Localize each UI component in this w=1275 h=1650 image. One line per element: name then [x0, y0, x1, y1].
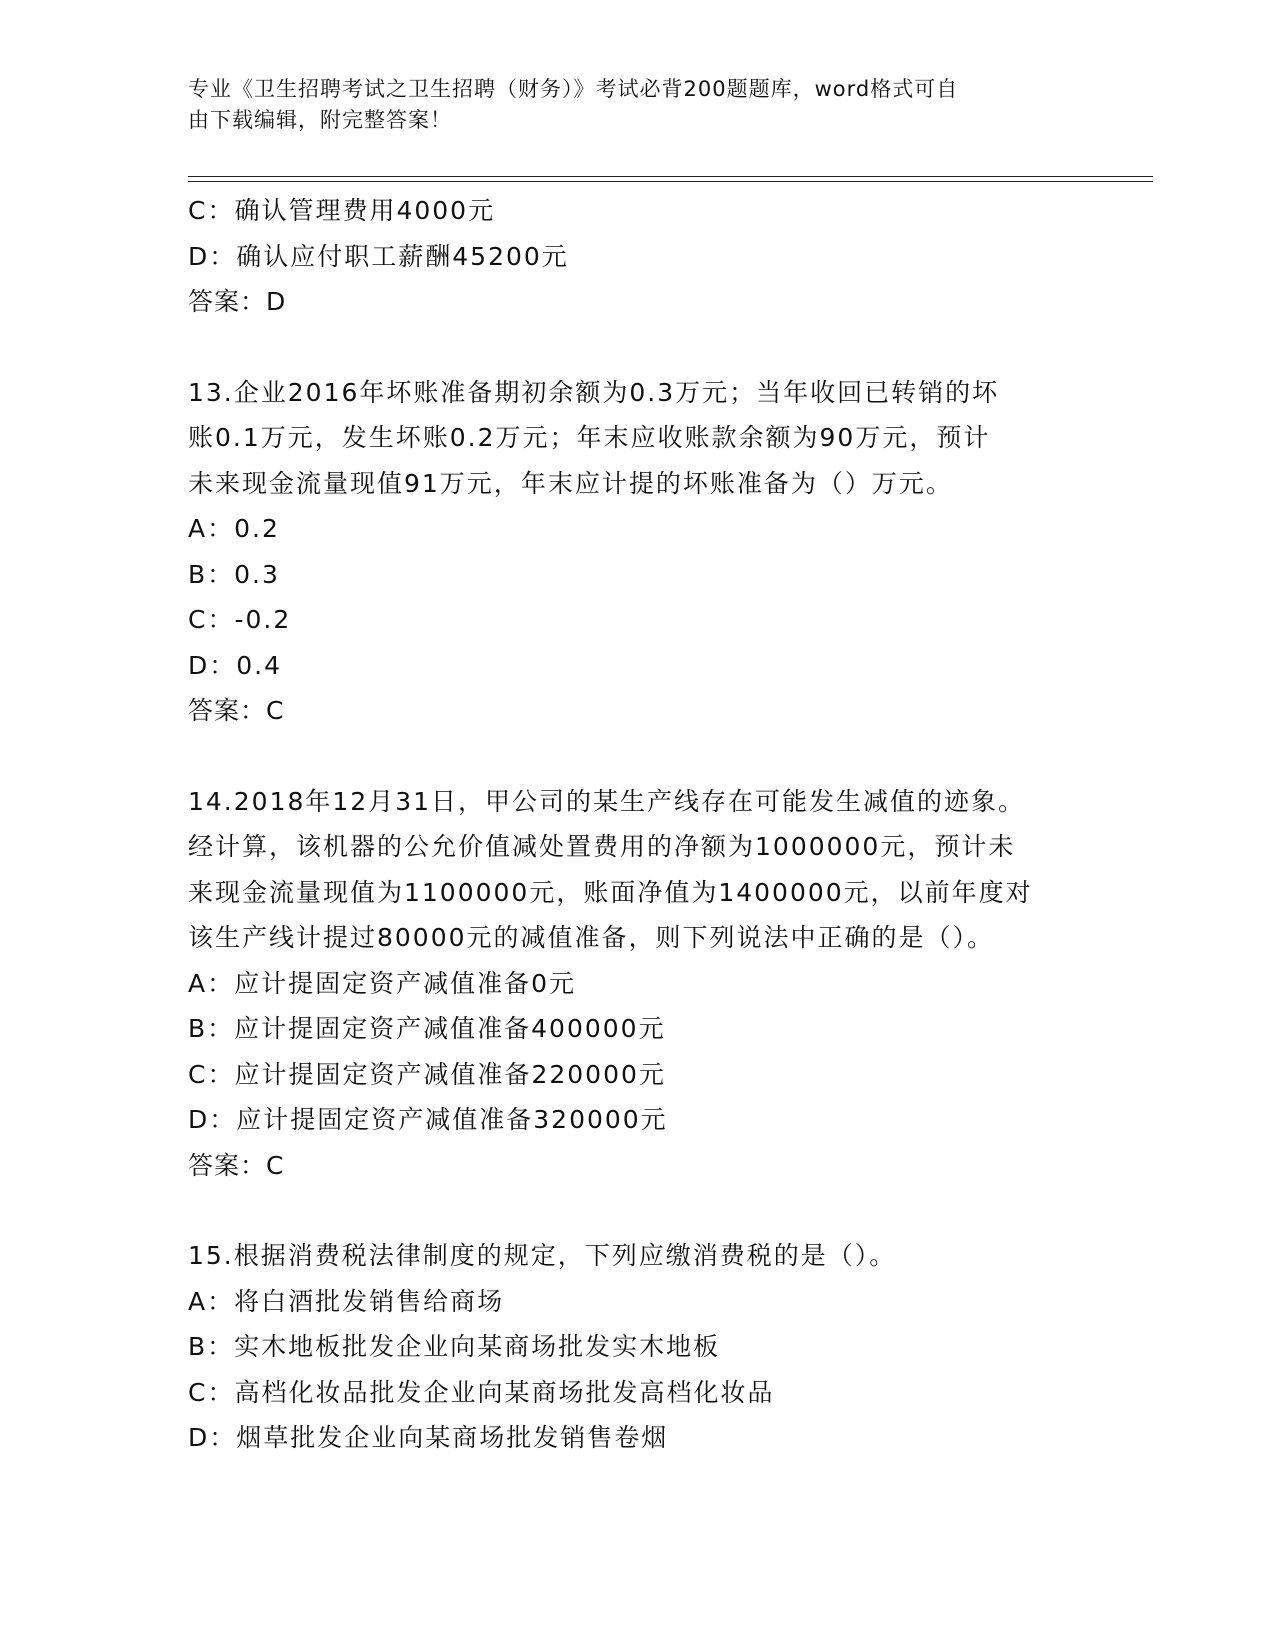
option-d: D：0.4	[188, 650, 283, 680]
header-line-2: 由下载编辑，附完整答案！	[188, 108, 452, 132]
option-b: B：应计提固定资产减值准备400000元	[188, 1014, 666, 1043]
document-header	[188, 74, 1088, 136]
option-a: A：0.2	[188, 514, 280, 543]
question-content	[188, 188, 1088, 1461]
answer-line: 答案：C	[188, 1150, 285, 1180]
option-a: A：将白酒批发销售给商场	[188, 1286, 505, 1316]
question-text-line: 账0.1万元，发生坏账0.2万元；年末应收账款余额为90万元，预计	[188, 423, 991, 452]
option-c: C：确认管理费用4000元	[188, 196, 496, 225]
question-14	[188, 779, 1088, 1189]
question-text-line: 14.2018年12月31日，甲公司的某生产线存在可能发生减值的迹象。	[188, 786, 1026, 816]
answer-line: 答案：D	[188, 287, 287, 316]
question-text-line: 该生产线计提过80000元的减值准备，则下列说法中正确的是（）。	[188, 923, 995, 952]
option-b: B：0.3	[188, 559, 280, 589]
question-text-line: 未来现金流量现值91万元，年末应计提的坏账准备为（）万元。	[188, 468, 953, 498]
question-text-line: 经计算，该机器的公允价值减处置费用的净额为1000000元，预计未	[188, 832, 1016, 861]
option-d: D：确认应付职工薪酬45200元	[188, 241, 569, 271]
option-b: B：实木地板批发企业向某商场批发实木地板	[188, 1332, 721, 1361]
spacer	[188, 325, 1088, 370]
option-a: A：应计提固定资产减值准备0元	[188, 968, 577, 998]
spacer	[188, 1188, 1088, 1233]
header-line-1: 专业《卫生招聘考试之卫生招聘（财务）》考试必背200题题库，word格式可自	[188, 77, 959, 101]
option-c: C：-0.2	[188, 605, 292, 634]
question-13	[188, 370, 1088, 734]
question-text-line: 15.根据消费税法律制度的规定，下列应缴消费税的是（）。	[188, 1241, 897, 1270]
option-d: D：应计提固定资产减值准备320000元	[188, 1105, 668, 1134]
question-text-line: 13.企业2016年坏账准备期初余额为0.3万元；当年收回已转销的坏	[188, 377, 1000, 407]
header-divider	[188, 176, 1153, 182]
option-d: D：烟草批发企业向某商场批发销售卷烟	[188, 1423, 669, 1452]
question-15	[188, 1233, 1088, 1461]
previous-question-block	[188, 188, 1088, 325]
question-text-line: 来现金流量现值为1100000元，账面净值为1400000元，以前年度对	[188, 877, 1033, 907]
spacer	[188, 734, 1088, 779]
option-c: C：应计提固定资产减值准备220000元	[188, 1059, 666, 1089]
option-c: C：高档化妆品批发企业向某商场批发高档化妆品	[188, 1377, 775, 1407]
answer-line: 答案：C	[188, 696, 285, 725]
